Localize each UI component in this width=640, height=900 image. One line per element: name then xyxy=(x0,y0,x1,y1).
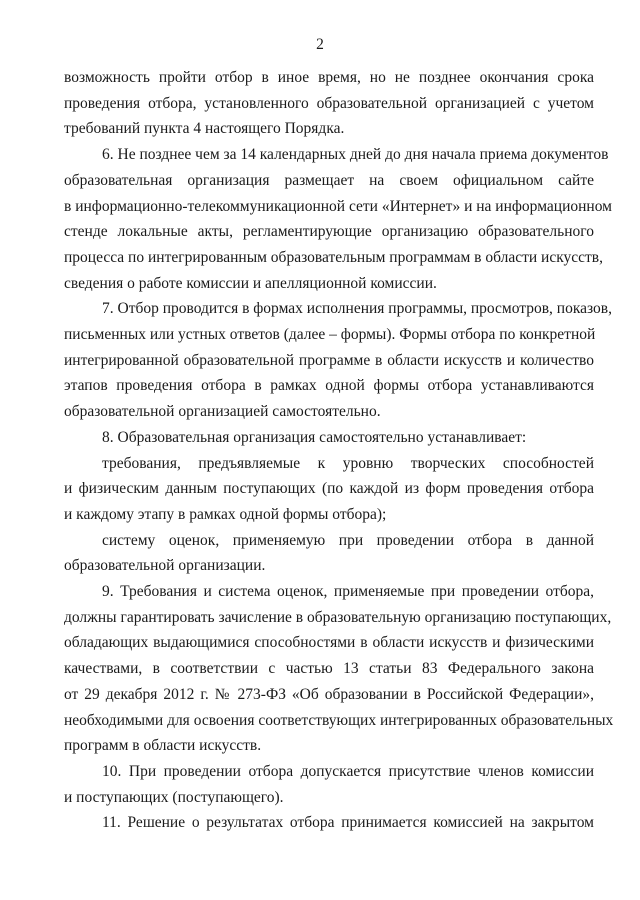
text-line: 10. При проведении отбора допускается присутствие членов комиссии xyxy=(102,762,594,780)
text-line: и физическим данным поступающих (по каждой из форм проведения отбора xyxy=(64,480,594,498)
text-line: 8. Образовательная организация самостоятельно устанавливает: xyxy=(102,428,527,446)
text-line: стенде локальные акты, регламентирующие организацию образовательного xyxy=(64,223,594,241)
text-line: систему оценок, применяемую при проведении отбора в данной xyxy=(102,531,594,549)
text-line: 11. Решение о результатах отбора принимается комиссией на закрытом xyxy=(102,814,594,832)
text-line: интегрированной образовательной программе в области искусств и количество xyxy=(64,351,594,369)
text-line: проведения отбора, установленного образовательной организацией с учетом xyxy=(64,94,594,112)
text-line: 7. Отбор проводится в формах исполнения программы, просмотров, показов, xyxy=(102,300,613,318)
text-line: требования, предъявляемые к уровню творческих способностей xyxy=(102,454,594,472)
document-body xyxy=(64,65,614,836)
text-line: обладающих выдающимися способностями в области искусств и физическими xyxy=(64,634,594,652)
text-line: 9. Требования и система оценок, применяемые при проведении отбора, xyxy=(102,583,594,601)
text-line: программ в области искусств. xyxy=(64,737,262,755)
text-line: образовательной организацией самостоятельно. xyxy=(64,403,381,421)
text-line: процесса по интегрированным образовательным программам в области искусств, xyxy=(64,248,603,266)
text-line: образовательная организация размещает на своем официальном сайте xyxy=(64,171,594,189)
page-number: 2 xyxy=(316,36,324,53)
text-line: письменных или устных ответов (далее – формы). Формы отбора по конкретной xyxy=(64,326,596,344)
text-line: необходимыми для освоения соответствующих интегрированных образовательных xyxy=(64,711,614,729)
text-line: возможность пройти отбор в иное время, но не позднее окончания срока xyxy=(64,69,594,86)
text-line: 6. Не позднее чем за 14 календарных дней до дня начала приема документов xyxy=(102,146,609,164)
text-line: качествами, в соответствии с частью 13 статьи 83 Федерального закона xyxy=(64,660,594,678)
text-line: и поступающих (поступающего). xyxy=(64,788,284,806)
text-line: требований пункта 4 настоящего Порядка. xyxy=(64,120,345,138)
text-line: должны гарантировать зачисление в образовательную организацию поступающих, xyxy=(64,608,612,626)
text-line: в информационно-телекоммуникационной сети «Интернет» и на информационном xyxy=(64,197,612,215)
text-line: и каждому этапу в рамках одной формы отбора); xyxy=(64,505,387,523)
text-line: сведения о работе комиссии и апелляционной комиссии. xyxy=(64,274,437,292)
text-line: от 29 декабря 2012 г. № 273-ФЗ «Об образовании в Российской Федерации», xyxy=(64,685,594,703)
text-line: образовательной организации. xyxy=(64,557,266,575)
text-line: этапов проведения отбора в рамках одной формы отбора устанавливаются xyxy=(64,377,594,395)
